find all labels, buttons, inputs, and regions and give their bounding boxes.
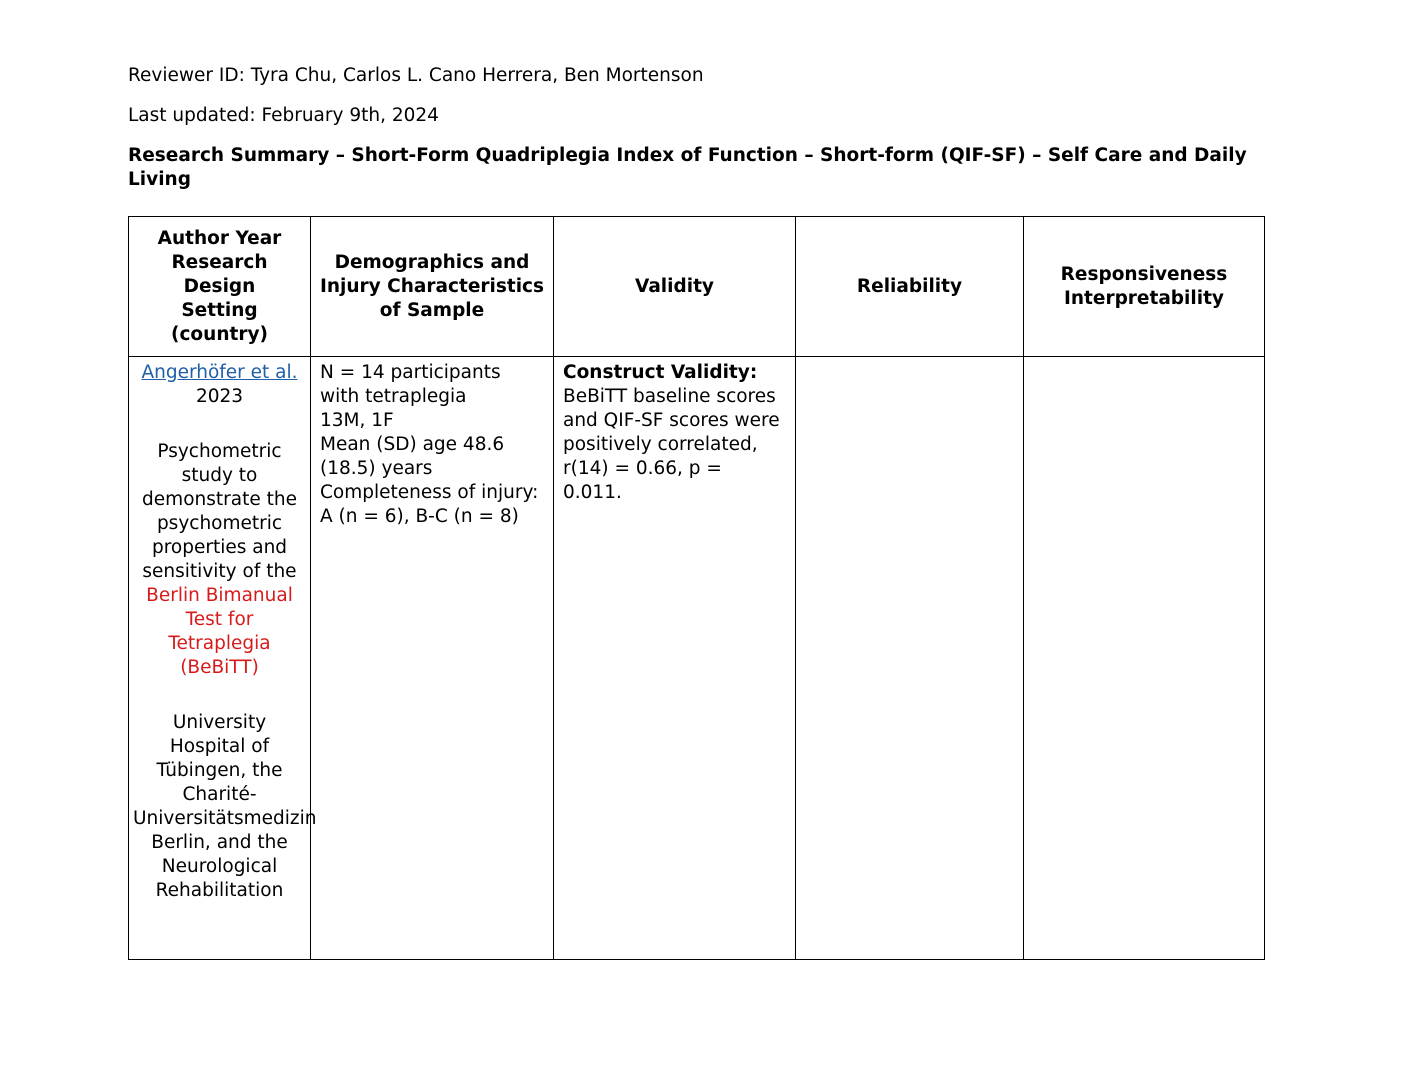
reviewer-id: Reviewer ID: Tyra Chu, Carlos L. Cano Herrera, Ben Mortenson bbox=[128, 65, 704, 86]
cell-responsiveness bbox=[1024, 357, 1265, 960]
demographics-line: N = 14 participants with tetraplegia bbox=[320, 362, 501, 407]
col-header-responsiveness-line1: Responsiveness bbox=[1060, 263, 1228, 285]
research-design bbox=[133, 440, 306, 680]
author-year bbox=[133, 361, 306, 409]
cell-validity bbox=[554, 357, 796, 960]
validity-heading: Construct Validity: bbox=[563, 362, 758, 383]
document-title: Research Summary – Short-Form Quadriplegia Index of Function – Short-form (QIF-SF) – Self Care and Daily Living bbox=[128, 145, 1247, 190]
last-updated: Last updated: February 9th, 2024 bbox=[128, 105, 439, 126]
study-setting-1: University Hospital of Tübingen, the Charité-Universitätsmedizin bbox=[133, 712, 317, 829]
table-row bbox=[129, 357, 1265, 960]
cell-demographics bbox=[311, 357, 554, 960]
col-header-reliability: Reliability bbox=[796, 217, 1024, 357]
col-header-author bbox=[129, 217, 311, 357]
demographics-line: Completeness of injury: A (n = 6), B-C (n = 8) bbox=[320, 482, 539, 527]
demographics-line: 13M, 1F bbox=[320, 410, 394, 431]
col-header-author-line3: Setting (country) bbox=[171, 299, 268, 345]
study-citation-link[interactable]: Angerhöfer et al. bbox=[141, 362, 298, 383]
col-header-author-line1: Author Year bbox=[157, 227, 282, 249]
table-header-row bbox=[129, 217, 1265, 357]
research-summary-table bbox=[128, 216, 1265, 960]
demographics-line: Mean (SD) age 48.6 (18.5) years bbox=[320, 434, 505, 479]
study-year: 2023 bbox=[195, 386, 244, 407]
cell-reliability bbox=[796, 357, 1024, 960]
study-setting-2: Berlin, and the Neurological Rehabilitation bbox=[151, 832, 288, 901]
validity-text: BeBiTT baseline scores and QIF-SF scores were positively correlated, r(14) = 0.66, p = 0.011. bbox=[563, 386, 780, 503]
research-design-highlight: Berlin Bimanual Test for Tetraplegia (BeBiTT) bbox=[146, 585, 293, 678]
col-header-responsiveness bbox=[1024, 217, 1265, 357]
col-header-author-line2: Research Design bbox=[171, 251, 268, 297]
research-design-text: Psychometric study to demonstrate the psychometric properties and sensitivity of the bbox=[142, 441, 297, 582]
cell-author-design-setting bbox=[129, 357, 317, 960]
col-header-validity: Validity bbox=[554, 217, 796, 357]
col-header-responsiveness-line2: Interpretability bbox=[1064, 287, 1224, 309]
col-header-demographics: Demographics and Injury Characteristics of Sample bbox=[311, 217, 554, 357]
